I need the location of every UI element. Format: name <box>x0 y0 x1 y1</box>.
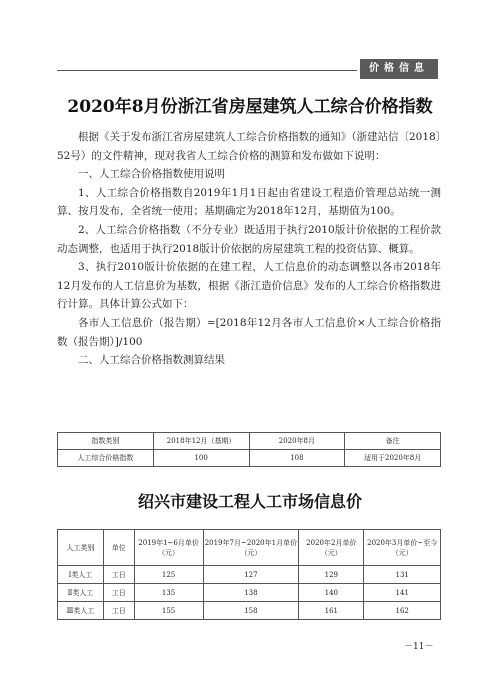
paragraph: 各市人工信息价（报告期）=[2018年12月各市人工信息价×人工综合价格指数（报告期）]/100 <box>57 316 441 348</box>
table-header-cell: 2018年12月（基期） <box>153 433 249 450</box>
table-cell: 工日 <box>103 566 134 584</box>
paragraph: 根据《关于发布浙江省房屋建筑人工综合价格指数的通知》（浙建站信〔2018〕52号）的文件精神，现对我省人工综合价格的测算和发布做如下说明： <box>57 131 441 162</box>
table-cell: 人工综合价格指数 <box>58 450 154 467</box>
table-header-cell: 2020年3月单价~至今（元） <box>364 530 441 566</box>
table-cell: 161 <box>299 602 364 620</box>
table-cell: 141 <box>364 584 441 602</box>
table-header-cell: 2019年1~6月单价（元） <box>134 530 203 566</box>
table-row <box>58 584 441 602</box>
table-header-cell: 指数类别 <box>58 433 154 450</box>
table-cell: 155 <box>134 602 203 620</box>
table-cell: 125 <box>134 566 203 584</box>
table-row <box>58 450 441 467</box>
table-cell: 100 <box>153 450 249 467</box>
table-cell: 138 <box>203 584 299 602</box>
table-header-row <box>58 433 441 450</box>
page-number: －11－ <box>404 642 434 652</box>
table-header-cell: 2020年2月单价（元） <box>299 530 364 566</box>
table-header-row <box>58 530 441 566</box>
table-cell: 140 <box>299 584 364 602</box>
body-text <box>57 128 441 370</box>
page-title: 2020年8月份浙江省房屋建筑人工综合价格指数 <box>67 97 433 117</box>
table-cell: 工日 <box>103 602 134 620</box>
table-cell: 135 <box>134 584 203 602</box>
table-cell: 108 <box>249 450 345 467</box>
paragraph: 二、人工综合价格指数测算结果 <box>78 354 225 367</box>
table-cell: 适用于2020年8月 <box>345 450 441 467</box>
paragraph: 2、人工综合价格指数（不分专业）既适用于执行2010版计价依据的工程价款动态调整，也适用于执行2018版计价依据的房屋建筑工程的投资估算、概算。 <box>57 223 441 255</box>
table-cell: Ⅲ类人工 <box>58 602 104 620</box>
table-header-cell: 2020年8月 <box>249 433 345 450</box>
table-header-cell: 人工类别 <box>58 530 104 566</box>
price-table <box>57 529 441 620</box>
index-table <box>57 432 441 467</box>
header-rule <box>57 70 357 71</box>
table-cell: 158 <box>203 602 299 620</box>
table-cell: 127 <box>203 566 299 584</box>
table-cell: 129 <box>299 566 364 584</box>
paragraph: 3、执行2010版计价依据的在建工程，人工信息价的动态调整以各市2018年12月发布的人工信息价为基数，根据《浙江造价信息》发布的人工综合价格指数进行计算。具体计算公式如下： <box>57 261 441 311</box>
section-label: 价格信息 <box>360 59 438 79</box>
table-cell: Ⅱ类人工 <box>58 584 104 602</box>
table-row <box>58 602 441 620</box>
table-cell: 162 <box>364 602 441 620</box>
table-cell: 工日 <box>103 584 134 602</box>
table-cell: 131 <box>364 566 441 584</box>
table-header-cell: 单位 <box>103 530 134 566</box>
paragraph: 一、人工综合价格指数使用说明 <box>78 168 225 181</box>
paragraph: 1、人工综合价格指数自2019年1月1日起由省建设工程造价管理总站统一测算、按月发布，全省统一使用；基期确定为2018年12月，基期值为100。 <box>57 186 441 218</box>
section-title: 绍兴市建设工程人工市场信息价 <box>137 492 362 511</box>
table-row <box>58 566 441 584</box>
table-header-cell: 2019年7月~2020年1月单价（元） <box>203 530 299 566</box>
table-header-cell: 备注 <box>345 433 441 450</box>
table-cell: Ⅰ类人工 <box>58 566 104 584</box>
